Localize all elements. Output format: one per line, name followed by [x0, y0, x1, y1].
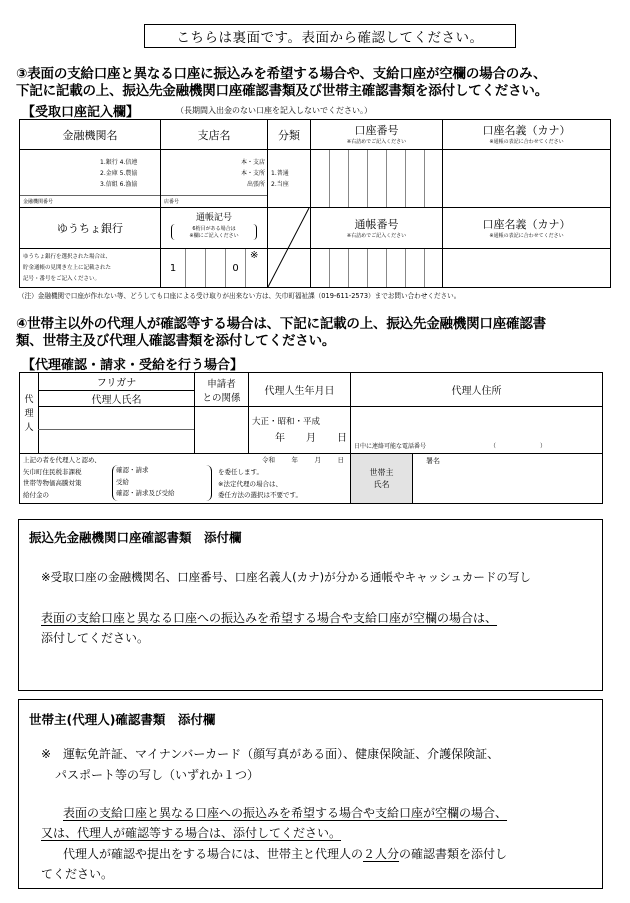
id-doc-line5b: ２人分 — [363, 847, 400, 861]
head-signature-field[interactable] — [413, 454, 602, 503]
bank-doc-line3: 添付してください。 — [41, 631, 150, 645]
bank-opt-2: 2.金庫 5.農協 — [100, 170, 138, 177]
col-account-label: 口座番号 — [354, 124, 399, 137]
bank-code-label: 金融機関番号 — [23, 199, 54, 205]
symbol-note-1: 6桁目がある場合は — [192, 226, 236, 232]
col-holder-header — [443, 122, 610, 145]
delegation-opt-2[interactable]: 受給 — [116, 477, 129, 486]
birth-year-label: 年 — [275, 433, 285, 444]
delegate-3: 世帯等物価高騰対策 — [23, 479, 82, 487]
id-doc-line5a: 代理人が確認や提出をする場合には、世帯主と代理人の — [63, 847, 364, 861]
col-bank-header: 金融機関名 — [62, 128, 118, 142]
col-account-note: ※右詰めでご記入ください — [346, 139, 407, 145]
legal-line-2: 委任方法の選択は不要です。 — [218, 491, 302, 499]
birth-era-options[interactable]: 大正・昭和・平成 — [252, 417, 321, 427]
agent-side-1: 代 — [24, 395, 34, 405]
back-side-notice: こちらは裏面です。表面から確認してください。 — [144, 24, 516, 48]
birth-day-label: 日 — [337, 433, 347, 444]
symbol-note-2: ※欄にご記入ください — [189, 233, 239, 239]
yucho-instr-1: ゆうちょ銀行を選択された場合は、 — [23, 254, 112, 260]
col-branch-header: 支店名 — [197, 128, 231, 142]
account-form-title: 【受取口座記入欄】 — [22, 105, 140, 120]
col-type-header: 分類 — [278, 128, 300, 142]
symbol-digit-first: 1 — [169, 262, 177, 274]
birth-month-label: 月 — [306, 433, 316, 444]
entrust-line: を委任します。 — [218, 468, 263, 476]
agent-name-header: 代理人氏名 — [91, 395, 142, 406]
section3-heading-line1: ③表面の支給口座と異なる口座に振込みを希望する場合や、支給口座が空欄の場合のみ、 — [16, 66, 547, 82]
id-doc-line1: ※ 運転免許証、マイナンバーカード（顔写真がある面）、健康保険証、介護保険証、 — [41, 747, 500, 761]
section4-heading-line2: 類、世帯主及び代理人確認書類を添付してください。 — [16, 333, 336, 349]
yucho-holder-header — [443, 216, 610, 239]
birth-date-fields[interactable] — [275, 429, 347, 444]
id-doc-line2: パスポート等の写し（いずれか１つ） — [55, 768, 260, 782]
relation-header — [195, 373, 248, 406]
branch-opt-3: 出張所 — [246, 181, 265, 188]
id-doc-line4: 又は、代理人が確認等する場合は、添付してください。 — [41, 826, 342, 840]
id-doc-title: 世帯主(代理人)確認書類 添付欄 — [29, 712, 216, 727]
delegate-2: 矢巾町住民税非課税 — [23, 467, 82, 476]
date-day-label: 日 — [337, 456, 344, 464]
symbol-digit-zero: 0 — [232, 262, 239, 274]
yucho-holder-note: ※通帳の表記に合わせてください — [489, 233, 564, 239]
section4-heading — [16, 316, 626, 350]
symbol-header — [161, 210, 267, 240]
birth-header: 代理人生年月日 — [264, 386, 335, 397]
entrust-text — [218, 467, 302, 502]
daytime-phone-label: 日中に連絡可能な電話番号 — [354, 443, 427, 450]
account-form-note: （長期間入出金のない口座を記入しないでください。） — [176, 106, 372, 115]
bank-doc-line1: ※受取口座の金融機関名、口座番号、口座名義人(カナ)が分かる通帳やキャッシュカードの写し — [41, 570, 531, 584]
branch-opt-1: 本・支店 — [240, 159, 265, 166]
delegate-1: 上記の者を代理人と認め、 — [23, 456, 101, 464]
type-opt-1: 1.普通 — [271, 170, 289, 177]
col-holder-note: ※通帳の表記に合わせてください — [489, 139, 564, 145]
furigana-header: フリガナ — [96, 378, 137, 389]
relation-1: 申請者 — [207, 378, 236, 390]
delegation-opt-3[interactable]: 確認・請求及び受給 — [116, 489, 175, 497]
bank-doc-title: 振込先金融機関口座確認書類 添付欄 — [29, 530, 242, 545]
yucho-instr-3: 記号・番号をご記入ください。 — [23, 276, 101, 282]
bank-doc-line2: 表面の支給口座と異なる口座への振込みを希望する場合や支給口座が空欄の場合は、 — [41, 611, 498, 625]
head-label-1: 世帯主 — [369, 467, 394, 477]
id-doc-attach-panel[interactable] — [18, 699, 603, 889]
head-label-2: 氏名 — [373, 479, 390, 489]
date-month-label: 月 — [314, 456, 321, 464]
address-header: 代理人住所 — [451, 386, 502, 397]
id-doc-line5c: の確認書類を添付し — [399, 847, 508, 861]
id-doc-line6: てください。 — [41, 867, 114, 881]
legal-line-1: ※法定代理の場合は、 — [218, 479, 282, 488]
bank-opt-1: 1.銀行 4.信連 — [100, 159, 138, 166]
delegation-text — [23, 455, 101, 501]
agent-side-label — [20, 389, 38, 439]
type-opt-2: 2.当座 — [271, 181, 289, 188]
account-footnote: （注）金融機関で口座が作れない等、どうしても口座による受け取りが出来ない方は、矢巾町福祉課（019-611-2573）までお問い合わせください。 — [18, 292, 461, 300]
reiwa-label: 令和 — [262, 456, 275, 464]
branch-code-label: 店番号 — [164, 199, 180, 205]
bank-doc-attach-panel[interactable] — [18, 519, 603, 691]
branch-opt-2: 本・支所 — [240, 170, 265, 177]
head-name-label — [351, 454, 412, 503]
passbook-header — [311, 216, 442, 239]
daytime-phone-field[interactable] — [490, 441, 546, 450]
branch-type-options[interactable] — [225, 158, 265, 189]
bank-type-options[interactable] — [100, 158, 158, 189]
account-type-options[interactable] — [271, 169, 309, 189]
delegation-options[interactable] — [112, 465, 212, 501]
delegation-opt-1[interactable]: 確認・請求 — [116, 466, 149, 474]
delegate-4: 給付金の — [23, 490, 49, 499]
passbook-label: 通帳番号 — [354, 218, 399, 231]
sign-label: 署名 — [426, 457, 440, 465]
relation-2: との関係 — [202, 392, 241, 404]
symbol-extra-mark: ※ — [250, 250, 259, 261]
symbol-note — [171, 224, 257, 240]
symbol-label: 通帳記号 — [195, 213, 232, 223]
yucho-label: ゆうちょ銀行 — [57, 222, 123, 235]
agent-side-3: 人 — [24, 423, 34, 433]
phone-paren-close: ） — [539, 443, 546, 450]
yucho-instructions — [23, 252, 111, 285]
id-doc-line5 — [63, 844, 507, 864]
account-table — [19, 119, 611, 288]
yucho-instr-2: 貯金通帳の見開き左上に記載された — [23, 265, 112, 271]
section3-heading — [16, 66, 626, 100]
col-holder-label: 口座名義（カナ） — [482, 124, 571, 137]
agent-table — [19, 372, 603, 504]
delegation-date[interactable] — [262, 455, 344, 464]
yucho-holder-label: 口座名義（カナ） — [482, 218, 571, 231]
col-account-header — [311, 122, 442, 145]
section3-heading-line2: 下記に記載の上、振込先金融機関口座確認書類及び世帯主確認書類を添付してください。 — [16, 83, 548, 99]
type-na-slash — [268, 208, 310, 287]
bank-opt-3: 3.信組 6.漁協 — [100, 181, 138, 188]
phone-paren-open: （ — [490, 443, 497, 450]
section4-heading-line1: ④世帯主以外の代理人が確認等する場合は、下記に記載の上、振込先金融機関口座確認書 — [16, 316, 546, 332]
agent-form-title: 【代理確認・請求・受給を行う場合】 — [22, 358, 244, 373]
id-doc-line3: 表面の支給口座と異なる口座への振込みを希望する場合や支給口座が空欄の場合、 — [63, 806, 508, 820]
agent-side-2: 理 — [24, 409, 34, 419]
date-year-label: 年 — [291, 456, 298, 464]
passbook-note: ※右詰めでご記入ください — [346, 233, 407, 239]
